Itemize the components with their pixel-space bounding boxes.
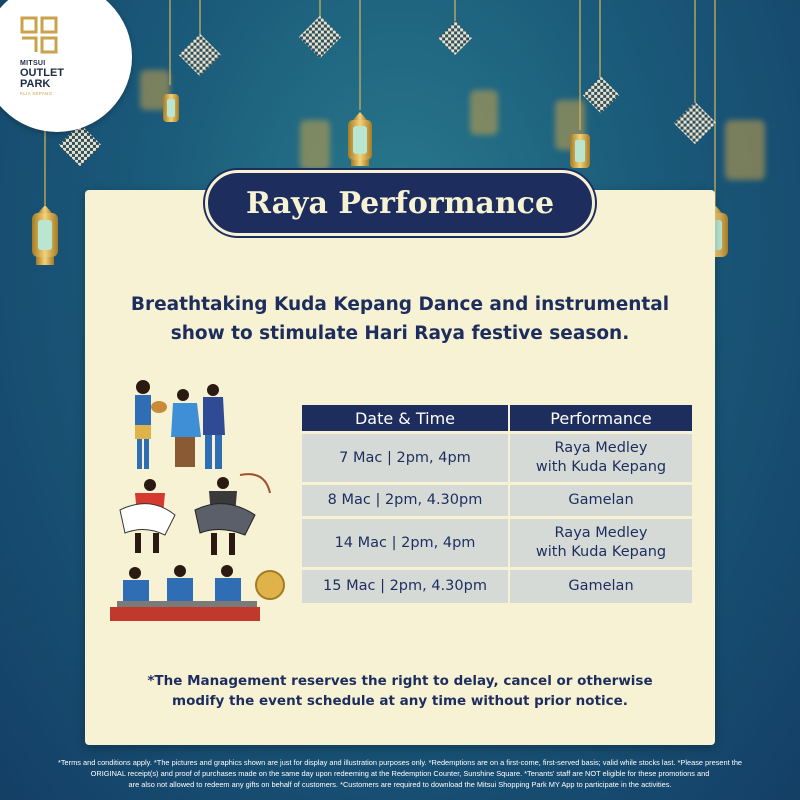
logo-line-2: OUTLET [20, 67, 64, 79]
schedule-table [302, 402, 692, 606]
table-header-row [302, 405, 692, 431]
performance-cell [510, 434, 692, 482]
disclaimer-line-1: *The Management reserves the right to delay, cancel or otherwise [147, 673, 653, 689]
date-cell: 8 Mac | 2pm, 4.30pm [302, 485, 510, 516]
disclaimer-line-2: modify the event schedule at any time without prior notice. [172, 693, 628, 709]
subtitle-line-2: show to stimulate Hari Raya festive season. [170, 323, 630, 344]
dancers-figure [135, 380, 225, 469]
logo-line-4: KLIA SEPANG [20, 91, 53, 96]
performance-line-2: with Kuda Kepang [535, 459, 667, 475]
table-row [302, 434, 692, 482]
logo-line-3: PARK [20, 78, 51, 90]
performance-line-1: Gamelan [568, 578, 634, 594]
performance-cell [510, 570, 692, 603]
performance-line-2: with Kuda Kepang [535, 544, 667, 560]
performance-line-1: Gamelan [568, 492, 634, 508]
table-row [302, 570, 692, 603]
performance-cell [510, 485, 692, 516]
management-disclaimer [100, 671, 700, 711]
date-cell: 15 Mac | 2pm, 4.30pm [302, 570, 510, 603]
table-row [302, 519, 692, 567]
kuda-kepang-figure [120, 474, 270, 555]
header-date-time: Date & Time [302, 405, 510, 431]
footer-line-2: ORIGINAL receipt(s) and proof of purchases made on the same day upon redeeming at the Redemption Counter, Sunshine Square. *Tenants' staff are NOT eligible for these promotions and [90, 769, 710, 778]
logo-text [20, 60, 64, 97]
gamelan-figure [110, 565, 284, 621]
mitsui-logo-icon [20, 16, 60, 56]
performance-line-1: Raya Medley [554, 440, 648, 456]
logo-badge[interactable] [0, 0, 132, 132]
performance-cell [510, 519, 692, 567]
page-title: Raya Performance [245, 185, 555, 221]
table-row [302, 485, 692, 516]
date-cell: 14 Mac | 2pm, 4pm [302, 519, 510, 567]
subtitle [100, 290, 700, 348]
subtitle-line-1: Breathtaking Kuda Kepang Dance and instrumental [130, 294, 670, 315]
footer-line-1: *Terms and conditions apply. *The pictures and graphics shown are just for display and illustration purposes only. *Redemptions are on a first-come, first-served basis; valid while stocks last. *Please present the [57, 758, 743, 767]
title-banner [205, 170, 595, 236]
date-cell: 7 Mac | 2pm, 4pm [302, 434, 510, 482]
performance-line-1: Raya Medley [554, 525, 648, 541]
footer-line-3: are also not allowed to redeem any gifts on behalf of customers. *Customers are required to download the Mitsui Shopping Park MY App to participate in the activities. [128, 780, 672, 789]
logo-line-1: MITSUI [20, 60, 46, 67]
terms-footer [10, 757, 790, 790]
performers-illustration [105, 375, 290, 640]
header-performance: Performance [510, 405, 692, 431]
